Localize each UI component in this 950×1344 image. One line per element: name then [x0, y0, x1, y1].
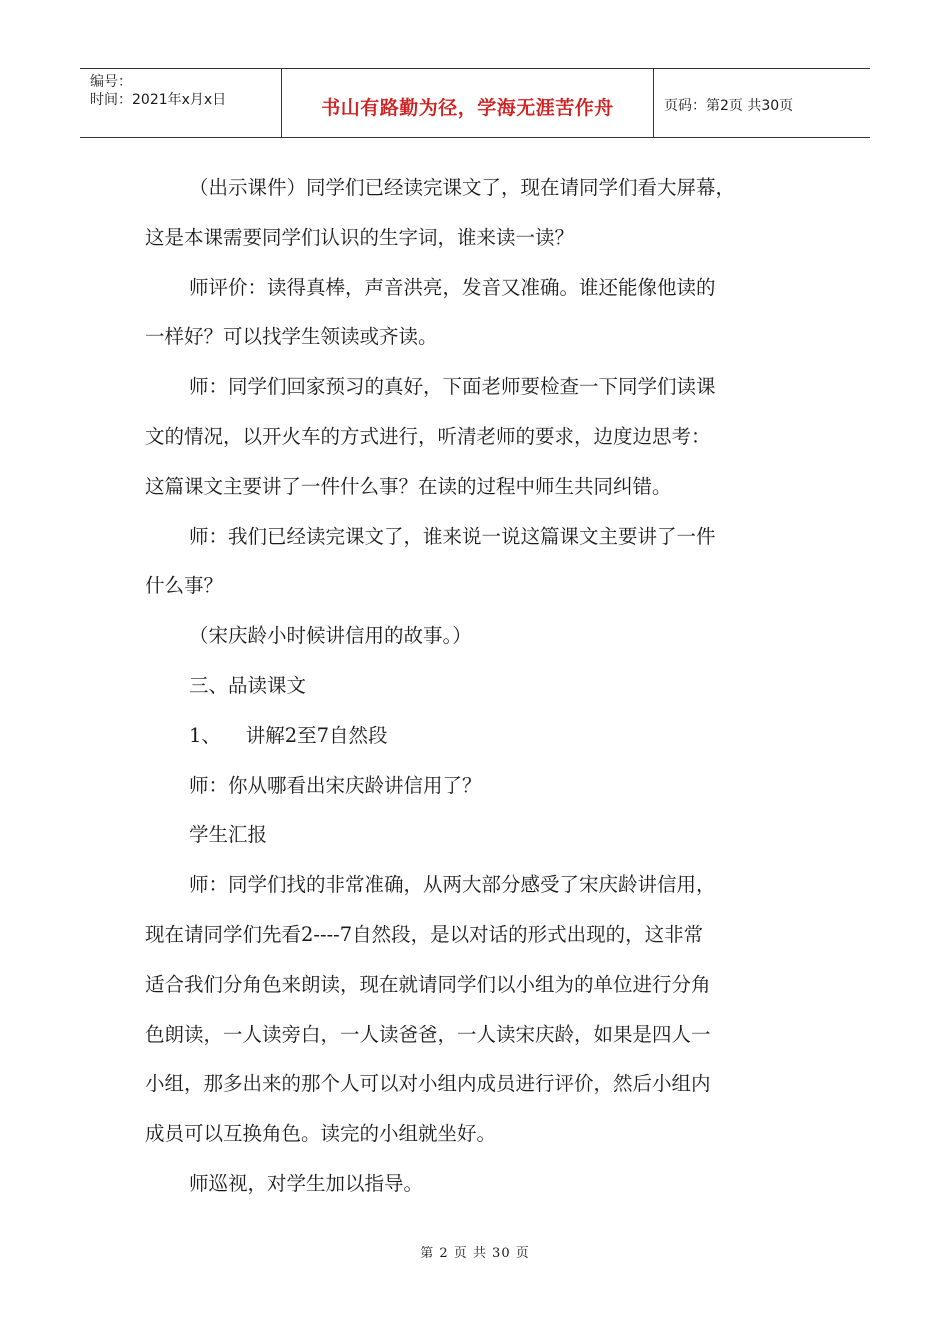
text-line: 师评价：读得真棒，声音洪亮，发音又准确。谁还能像他读的 — [189, 275, 716, 299]
text-line: 师巡视，对学生加以指导。 — [189, 1171, 424, 1195]
page-header — [80, 68, 870, 138]
text-line: 这篇课文主要讲了一件什么事？在读的过程中师生共同纠错。 — [145, 474, 672, 498]
text-line: 小组，那多出来的那个人可以对小组内成员进行评价，然后小组内 — [145, 1072, 711, 1096]
text-line: 师：同学们回家预习的真好，下面老师要检查一下同学们读课 — [189, 375, 716, 399]
text-line: （出示课件）同学们已经读完课文了，现在请同学们看大屏幕， — [189, 176, 736, 199]
numbered-item: 1、 讲解2至7自然段 — [189, 723, 388, 747]
header-meta — [80, 69, 282, 137]
text-line: 师：同学们找的非常准确，从两大部分感受了宋庆龄讲信用， — [189, 873, 716, 897]
date-line: 时间：2021年x月x日 — [90, 92, 227, 108]
text-line: 适合我们分角色来朗读，现在就请同学们以小组为的单位进行分角 — [145, 972, 711, 996]
document-body — [145, 163, 805, 1209]
header-motto-cell — [282, 69, 654, 137]
text-line: 文的情况，以开火车的方式进行，听清老师的要求，边度边思考： — [145, 424, 711, 448]
header-page-cell — [654, 69, 870, 137]
text-line: 现在请同学们先看2----7自然段，是以对话的形式出现的，这非常 — [145, 922, 704, 946]
text-line: 学生汇报 — [189, 823, 268, 847]
header-page-info: 页码：第2页 共30页 — [664, 98, 794, 114]
section-heading: 三、品读课文 — [189, 673, 307, 697]
text-line: 师：我们已经读完课文了，谁来说一说这篇课文主要讲了一件 — [189, 524, 716, 548]
text-line: 师：你从哪看出宋庆龄讲信用了？ — [189, 773, 482, 797]
header-motto: 书山有路勤为径，学海无涯苦作舟 — [321, 96, 614, 119]
text-line: 色朗读，一人读旁白，一人读爸爸，一人读宋庆龄，如果是四人一 — [145, 1022, 711, 1046]
number-label: 编号： — [90, 74, 132, 90]
page-footer — [0, 1242, 950, 1261]
text-line: （宋庆龄小时候讲信用的故事。） — [189, 624, 472, 648]
text-line: 这是本课需要同学们认识的生字词，谁来读一读？ — [145, 225, 575, 249]
text-line: 一样好？可以找学生领读或齐读。 — [145, 325, 438, 349]
footer-page-number: 第 2 页 共 30 页 — [420, 1246, 530, 1261]
text-line: 成员可以互换角色。读完的小组就坐好。 — [145, 1122, 497, 1146]
text-line: 什么事？ — [145, 574, 224, 598]
